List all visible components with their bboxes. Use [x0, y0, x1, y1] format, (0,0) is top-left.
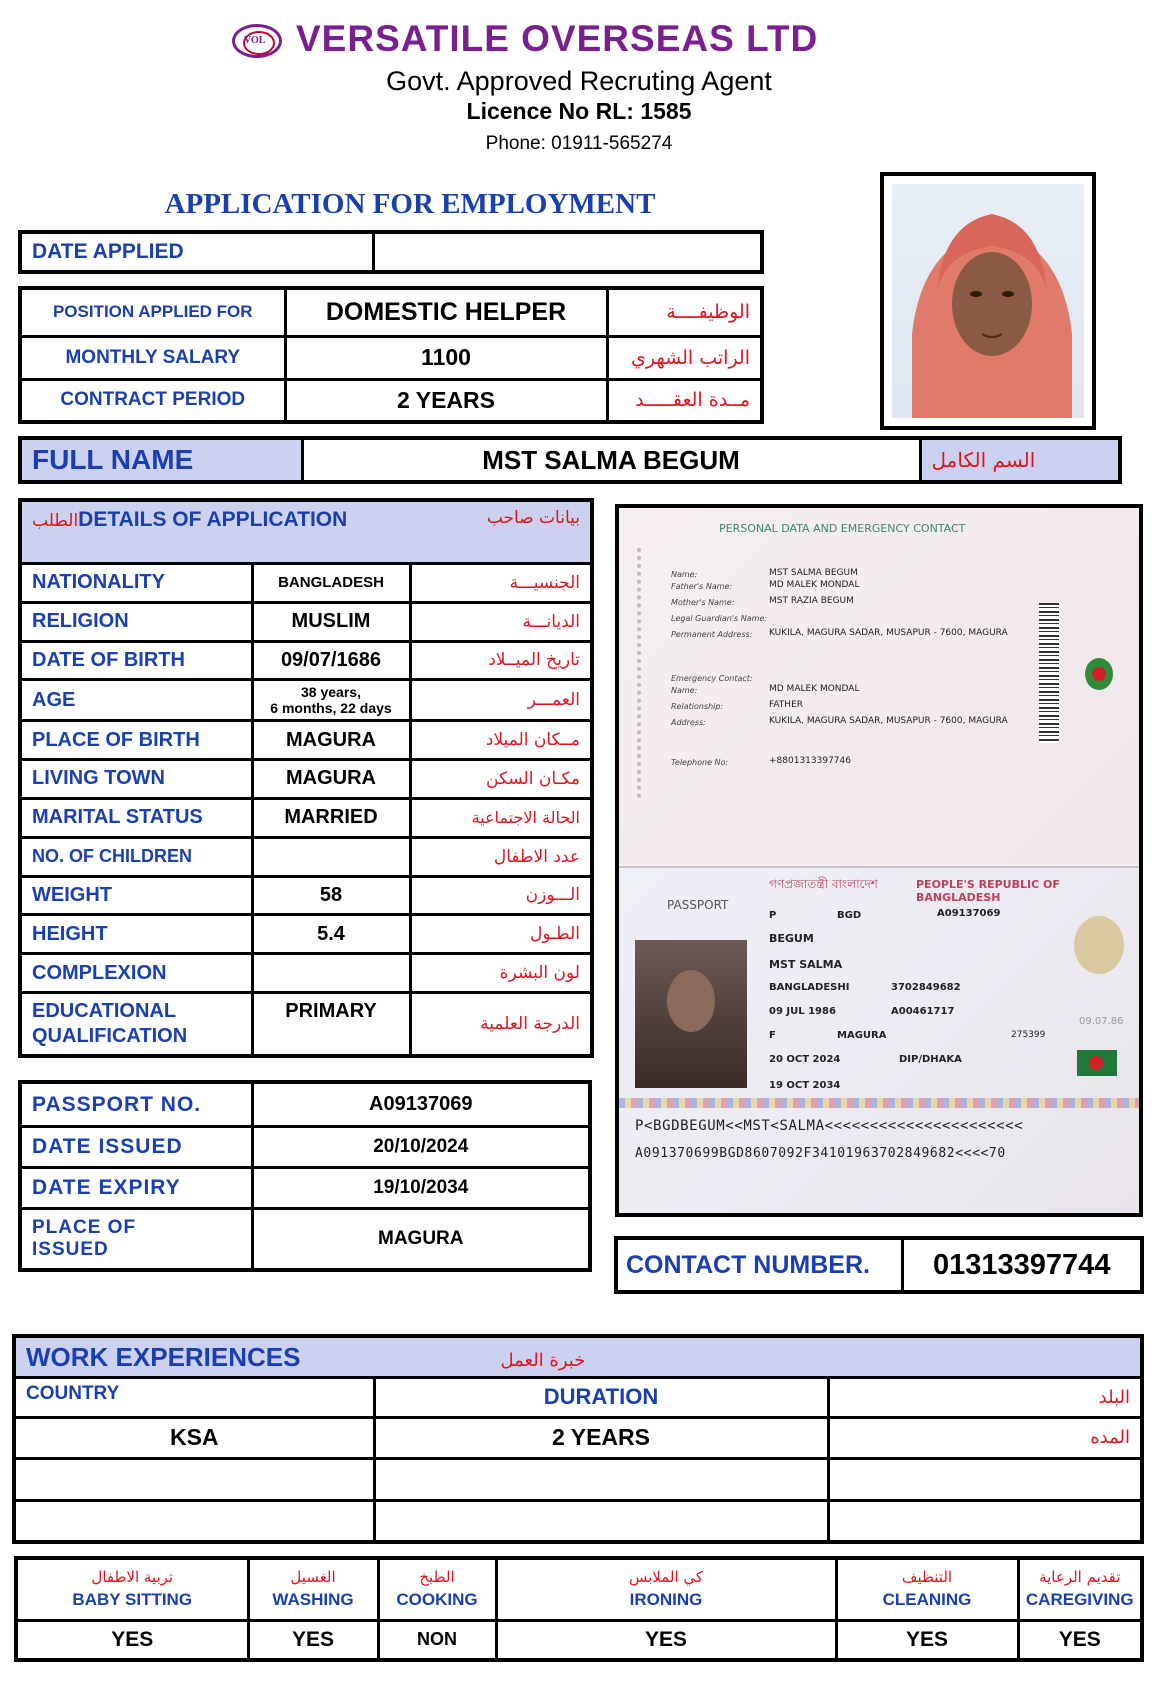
skill-value: YES: [496, 1620, 836, 1660]
details-title-arabic-right: بيانات صاحب: [486, 508, 580, 528]
age-value-line1: 38 years,: [301, 684, 361, 701]
bangladesh-flag-icon: [1077, 1050, 1117, 1076]
skill-arabic: كي الملابس: [628, 1568, 704, 1587]
passport-word: PASSPORT: [667, 898, 729, 912]
religion-value: MUSLIM: [252, 602, 410, 641]
skill-label: CAREGIVING: [1025, 1590, 1134, 1610]
passport-photo: [635, 940, 747, 1088]
passport-data-page: [619, 508, 1139, 864]
full-name-label: FULL NAME: [20, 438, 302, 482]
table-row: [20, 721, 592, 760]
work-duration: [374, 1459, 828, 1501]
dob-label: DATE OF BIRTH: [20, 641, 252, 680]
pp-emergency-label: Emergency Contact:: [671, 674, 753, 683]
table-row: [20, 680, 592, 721]
table-row: [20, 641, 592, 680]
complexion-arabic: لون البشرة: [410, 954, 592, 993]
skill-caregiving: [1018, 1558, 1142, 1620]
pp-nationality: BANGLADESHI: [769, 982, 850, 993]
height-label: HEIGHT: [20, 915, 252, 954]
complexion-value: [252, 954, 410, 993]
pp-name-value: MST SALMA BEGUM: [769, 568, 858, 578]
skill-label: COOKING: [396, 1590, 478, 1610]
passport-country-header: PEOPLE'S REPUBLIC OF BANGLADESH: [916, 878, 1060, 904]
marital-status-value: MARRIED: [252, 798, 410, 837]
pp-dob: 09 JUL 1986: [769, 1006, 836, 1017]
passport-ghost-photo: [1074, 916, 1124, 974]
education-value: PRIMARY: [252, 993, 410, 1056]
place-of-birth-label: PLACE OF BIRTH: [20, 721, 252, 760]
details-header-row: [20, 500, 592, 563]
education-label-line2: QUALIFICATION: [32, 1025, 188, 1047]
skill-cooking: [378, 1558, 496, 1620]
pp-number: A09137069: [937, 908, 1001, 919]
work-arabic: المده: [828, 1417, 1142, 1459]
table-row: [20, 1082, 590, 1127]
table-row: [20, 915, 592, 954]
skill-ironing: [496, 1558, 836, 1620]
contract-value: 2 YEARS: [285, 379, 607, 422]
pp-em-rel-value: FATHER: [769, 700, 804, 710]
date-issued-value: 20/10/2024: [252, 1127, 590, 1168]
pp-mother-value: MST RAZIA BEGUM: [769, 596, 854, 606]
passport-barcode: [1039, 603, 1059, 743]
children-label: NO. OF CHILDREN: [20, 837, 252, 876]
height-arabic: الطـول: [410, 915, 592, 954]
pp-small-no: 275399: [1011, 1030, 1046, 1040]
table-row: [20, 1209, 590, 1270]
pp-given: MST SALMA: [769, 958, 843, 971]
work-header-row: [14, 1336, 1142, 1378]
skill-arabic: تقديم الرعاية: [1039, 1568, 1121, 1587]
age-arabic: العمـــر: [410, 680, 592, 721]
living-town-label: LIVING TOWN: [20, 760, 252, 799]
skill-value: YES: [16, 1620, 248, 1660]
pp-father-value: MD MALEK MONDAL: [769, 580, 860, 590]
skill-label: CLEANING: [882, 1590, 972, 1610]
passport-bio-page: [619, 866, 1139, 1217]
living-town-arabic: مكـان السكن: [410, 760, 592, 799]
skill-arabic: الطبخ: [419, 1568, 455, 1587]
skill-value: NON: [378, 1620, 496, 1660]
pp-em-tel-value: +8801313397746: [769, 756, 851, 766]
place-of-birth-arabic: مــكان الميلاد: [410, 721, 592, 760]
children-arabic: عدد الاطفال: [410, 837, 592, 876]
passport-mrz-line2: A091370699BGD8607092F3410196370284968​2<<<<70: [635, 1146, 1006, 1161]
position-value: DOMESTIC HELPER: [285, 288, 607, 336]
work-country: [14, 1459, 374, 1501]
pp-surname: BEGUM: [769, 932, 814, 945]
company-name: VERSATILE OVERSEAS LTD: [296, 18, 819, 59]
education-label: [20, 993, 252, 1056]
licence-number: Licence No RL: 1585: [466, 98, 692, 124]
work-duration: 2 YEARS: [374, 1417, 828, 1459]
passport-info-table: [18, 1080, 592, 1272]
passport-scan: [615, 504, 1143, 1217]
dob-arabic: تاريخ الميــلاد: [410, 641, 592, 680]
skill-cleaning: [836, 1558, 1018, 1620]
contact-value: 01313397744: [902, 1238, 1142, 1292]
pp-type: P: [769, 910, 777, 921]
full-name-arabic: السم الكامل: [920, 438, 1120, 482]
pp-ghost-date: 09.07.86: [1079, 1016, 1124, 1027]
pp-code: BGD: [837, 910, 862, 921]
date-issued-label: DATE ISSUED: [20, 1127, 252, 1168]
pp-em-rel-label: Relationship:: [671, 702, 724, 711]
passport-mrz-line1: P<BGDBEGUM<<MST<SALMA<<<<<<<<<<<<<<<<<<<<<<: [635, 1118, 1024, 1134]
work-arabic: [828, 1500, 1142, 1542]
details-table: [18, 498, 594, 1058]
pp-em-name-label: Name:: [671, 686, 698, 695]
pp-sex: F: [769, 1030, 776, 1041]
passport-perforation: [637, 548, 655, 798]
bangladesh-emblem-icon: [1085, 658, 1113, 690]
skills-label-row: [16, 1558, 1142, 1620]
table-row: [20, 798, 592, 837]
details-header: [20, 500, 592, 563]
work-arabic: [828, 1459, 1142, 1501]
table-row: [14, 1500, 1142, 1542]
education-arabic: الدرجة العلمية: [410, 993, 592, 1056]
skill-label: WASHING: [272, 1590, 354, 1610]
position-label: POSITION APPLIED FOR: [20, 288, 285, 336]
contact-table: [614, 1236, 1144, 1294]
date-expiry-label: DATE EXPIRY: [20, 1168, 252, 1209]
pp-em-tel-label: Telephone No:: [671, 758, 729, 767]
pp-prev-no: A00461717: [891, 1006, 955, 1017]
company-phone: Phone: 01911-565274: [485, 133, 673, 154]
full-name-value: MST SALMA BEGUM: [302, 438, 920, 482]
weight-value: 58: [252, 876, 410, 915]
table-row: [20, 602, 592, 641]
place-issued-value: MAGURA: [252, 1209, 590, 1270]
religion-label: RELIGION: [20, 602, 252, 641]
work-title: WORK EXPERIENCES: [26, 1341, 301, 1372]
skill-arabic: تربية الاطفال: [91, 1568, 174, 1587]
salary-label: MONTHLY SALARY: [20, 336, 285, 379]
date-applied-value: [373, 232, 762, 272]
table-row: [20, 1168, 590, 1209]
pp-em-name-value: MD MALEK MONDAL: [769, 684, 860, 694]
skill-label: IRONING: [629, 1590, 703, 1610]
age-label: AGE: [20, 680, 252, 721]
skill-value: YES: [836, 1620, 1018, 1660]
work-col-arabic: البلد: [828, 1378, 1142, 1418]
skill-baby-sitting: [16, 1558, 248, 1620]
date-expiry-value: 19/10/2034: [252, 1168, 590, 1209]
pp-guardian-label: Legal Guardian's Name:: [671, 614, 768, 623]
applicant-photo: [880, 172, 1096, 430]
age-value: [252, 680, 410, 721]
weight-label: WEIGHT: [20, 876, 252, 915]
table-row: [20, 1127, 590, 1168]
nationality-value: BANGLADESH: [252, 563, 410, 602]
marital-status-label: MARITAL STATUS: [20, 798, 252, 837]
position-arabic: الوظيفــــة: [607, 288, 762, 336]
skills-table: [14, 1556, 1144, 1662]
date-applied-table: [18, 230, 764, 274]
contract-row: [20, 379, 762, 422]
age-value-line2: 6 months, 22 days: [270, 700, 392, 717]
table-row: [20, 563, 592, 602]
pp-mother-label: Mother's Name:: [671, 598, 735, 607]
passport-no-label: PASSPORT NO.: [20, 1082, 252, 1127]
work-col-country: COUNTRY: [14, 1378, 374, 1418]
place-issued-label: [20, 1209, 252, 1270]
pp-personal-no: 3702849682: [891, 982, 961, 993]
table-row: [20, 993, 592, 1056]
details-title-arabic-left: الطلب: [32, 511, 79, 531]
work-country: [14, 1500, 374, 1542]
contract-arabic: مــدة العقـــــد: [607, 379, 762, 422]
skills-value-row: [16, 1620, 1142, 1660]
work-title-arabic: خبرة العمل: [500, 1349, 586, 1371]
skill-washing: [248, 1558, 378, 1620]
place-of-birth-value: MAGURA: [252, 721, 410, 760]
pp-address-value: KUKILA, MAGURA SADAR, MUSAPUR - 7600, MAGURA: [769, 628, 1008, 638]
position-table: [18, 286, 764, 424]
pp-issue: 20 OCT 2024: [769, 1054, 841, 1065]
living-town-value: MAGURA: [252, 760, 410, 799]
company-logo: VOL: [232, 24, 282, 58]
contact-label: CONTACT NUMBER.: [616, 1238, 902, 1292]
pp-expiry: 19 OCT 2034: [769, 1080, 841, 1091]
dob-value: 09/07/1686: [252, 641, 410, 680]
position-row: [20, 288, 762, 336]
table-row: [20, 876, 592, 915]
skill-value: YES: [1018, 1620, 1142, 1660]
table-row: [20, 954, 592, 993]
nationality-label: NATIONALITY: [20, 563, 252, 602]
contract-label: CONTRACT PERIOD: [20, 379, 285, 422]
salary-row: [20, 336, 762, 379]
passport-bangla-header: গণপ্রজাতন্ত্রী বাংলাদেশ: [769, 877, 878, 891]
religion-arabic: الديانـــة: [410, 602, 592, 641]
pp-place-birth: MAGURA: [837, 1030, 887, 1041]
passport-no-value: A09137069: [252, 1082, 590, 1127]
date-applied-label: DATE APPLIED: [20, 232, 373, 272]
complexion-label: COMPLEXION: [20, 954, 252, 993]
pp-address-label: Permanent Address:: [671, 630, 753, 639]
skill-label: BABY SITTING: [72, 1590, 193, 1610]
place-issued-label-line2: ISSUED: [32, 1239, 109, 1261]
work-table: [12, 1334, 1144, 1544]
salary-arabic: الراتب الشهري: [607, 336, 762, 379]
education-label-line1: EDUCATIONAL: [32, 1000, 177, 1022]
weight-arabic: الـــوزن: [410, 876, 592, 915]
passport-security-strip: [619, 1098, 1139, 1108]
pp-father-label: Father's Name:: [671, 582, 733, 591]
form-title: APPLICATION FOR EMPLOYMENT: [164, 188, 656, 220]
skill-value: YES: [248, 1620, 378, 1660]
work-duration: [374, 1500, 828, 1542]
company-tagline: Govt. Approved Recruting Agent: [386, 66, 772, 96]
nationality-arabic: الجنسيـــة: [410, 563, 592, 602]
pp-name-label: Name:: [671, 570, 698, 579]
height-value: 5.4: [252, 915, 410, 954]
full-name-table: [18, 436, 1122, 484]
work-col-row: [14, 1378, 1142, 1418]
table-row: [14, 1459, 1142, 1501]
work-header: [14, 1336, 1142, 1378]
marital-status-arabic: الحالة الاجتماعية: [410, 798, 592, 837]
table-row: [20, 760, 592, 799]
children-value: [252, 837, 410, 876]
table-row: [20, 837, 592, 876]
pp-authority: DIP/DHAKA: [899, 1054, 962, 1065]
passport-personal-header: PERSONAL DATA AND EMERGENCY CONTACT: [719, 522, 966, 535]
salary-value: 1100: [285, 336, 607, 379]
place-issued-label-line1: PLACE OF: [32, 1217, 137, 1239]
work-col-duration: DURATION: [374, 1378, 828, 1418]
table-row: [14, 1417, 1142, 1459]
skill-arabic: التنظيف: [901, 1568, 953, 1587]
work-country: KSA: [14, 1417, 374, 1459]
pp-em-addr-value: KUKILA, MAGURA SADAR, MUSAPUR - 7600, MAGURA: [769, 716, 1008, 726]
details-title: DETAILS OF APPLICATION: [78, 508, 348, 531]
skill-arabic: الغسيل: [290, 1568, 336, 1587]
pp-em-addr-label: Address:: [671, 718, 706, 727]
